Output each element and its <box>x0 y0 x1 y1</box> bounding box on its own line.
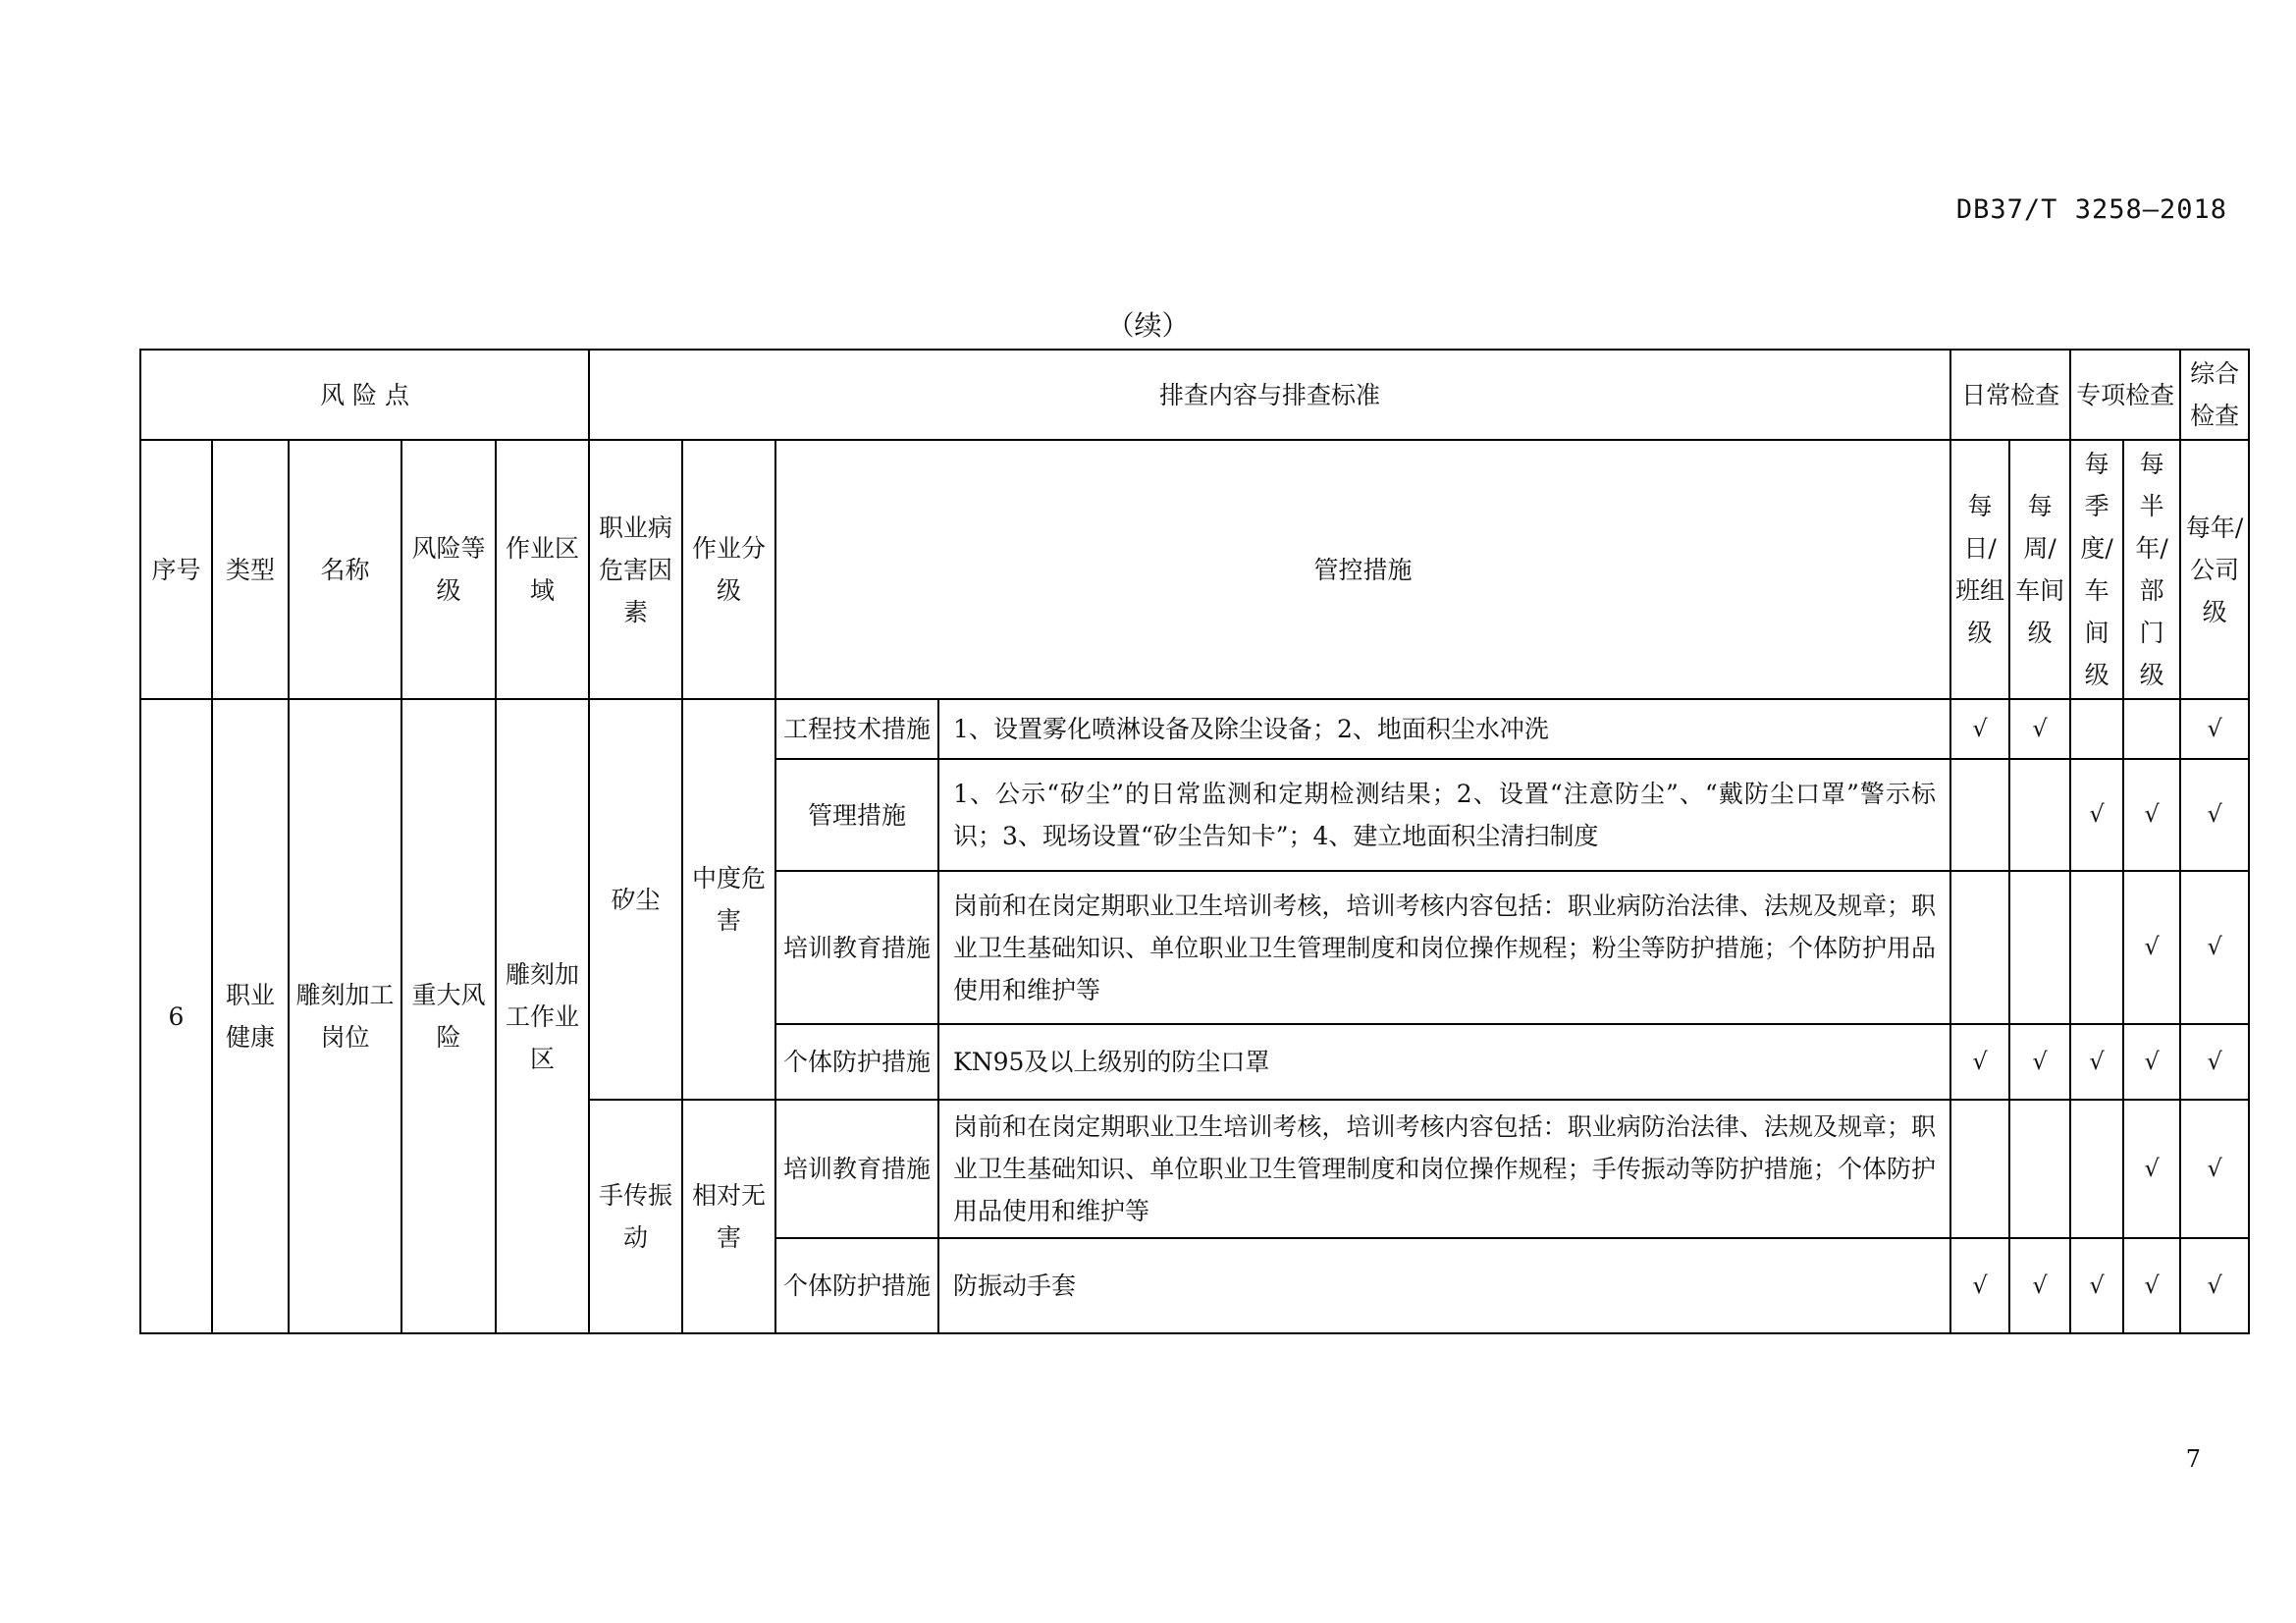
check-mark <box>2009 871 2070 1024</box>
check-mark: √ <box>2123 871 2180 1024</box>
check-mark <box>1950 871 2009 1024</box>
hazard-grade-cell: 中度危害 <box>682 699 775 1100</box>
yearly-header: 每年/公司级 <box>2180 440 2249 699</box>
check-mark <box>2070 699 2123 759</box>
check-mark <box>1950 1100 2009 1238</box>
measure-content-cell: KN95及以上级别的防尘口罩 <box>938 1024 1950 1100</box>
measure-content-cell: 岗前和在岗定期职业卫生培训考核，培训考核内容包括：职业病防治法律、法规及规章；职业卫生基础知识、单位职业卫生管理制度和岗位操作规程；手传振动等防护措施；个体防护用品使用和维护等 <box>938 1100 1950 1238</box>
daily-check-header: 日常检查 <box>1950 350 2070 440</box>
hazard-grade-cell: 相对无害 <box>682 1100 775 1333</box>
daily-shift-header: 每日/班组级 <box>1950 440 2009 699</box>
entry-risk-level-cell: 重大风险 <box>401 699 496 1333</box>
hazard-factor-cell: 手传振动 <box>589 1100 682 1333</box>
table-column-header-row <box>140 440 2249 699</box>
measure-category-cell: 工程技术措施 <box>775 699 938 759</box>
half-year-header: 每半年/部门级 <box>2123 440 2180 699</box>
weekly-header: 每周/车间级 <box>2009 440 2070 699</box>
table-caption-continued: （续） <box>1106 309 1190 342</box>
measure-category-cell: 个体防护措施 <box>775 1238 938 1333</box>
check-mark: √ <box>2180 699 2249 759</box>
seq-header: 序号 <box>140 440 212 699</box>
comprehensive-check-header: 综合检查 <box>2180 350 2249 440</box>
inspection-content-header: 排查内容与排查标准 <box>589 350 1950 440</box>
check-mark <box>2123 699 2180 759</box>
check-mark <box>2070 1100 2123 1238</box>
check-mark: √ <box>2009 1024 2070 1100</box>
check-mark: √ <box>2070 1024 2123 1100</box>
quarterly-header: 每季度/车间级 <box>2070 440 2123 699</box>
risk-point-header: 风 险 点 <box>140 350 589 440</box>
hazard-factor-cell: 矽尘 <box>589 699 682 1100</box>
check-mark <box>1950 759 2009 871</box>
check-mark: √ <box>2070 759 2123 871</box>
control-measures-header: 管控措施 <box>775 440 1950 699</box>
check-mark: √ <box>2180 871 2249 1024</box>
measure-content-cell: 1、设置雾化喷淋设备及除尘设备；2、地面积尘水冲洗 <box>938 699 1950 759</box>
check-mark: √ <box>2009 1238 2070 1333</box>
risk-level-header: 风险等级 <box>401 440 496 699</box>
page-number: 7 <box>2185 1445 2201 1473</box>
measure-category-cell: 培训教育措施 <box>775 1100 938 1238</box>
check-mark: √ <box>2123 1100 2180 1238</box>
risk-inspection-table <box>139 349 2250 1334</box>
measure-content-cell: 岗前和在岗定期职业卫生培训考核，培训考核内容包括：职业病防治法律、法规及规章；职业卫生基础知识、单位职业卫生管理制度和岗位操作规程；粉尘等防护措施；个体防护用品使用和维护等 <box>938 871 1950 1024</box>
measure-content-cell: 防振动手套 <box>938 1238 1950 1333</box>
document-standard-number: DB37/T 3258—2018 <box>1955 194 2227 225</box>
type-header: 类型 <box>212 440 289 699</box>
check-mark: √ <box>2123 1024 2180 1100</box>
check-mark: √ <box>2123 759 2180 871</box>
measure-category-cell: 培训教育措施 <box>775 871 938 1024</box>
check-mark: √ <box>1950 1024 2009 1100</box>
check-mark: √ <box>2180 759 2249 871</box>
hazard-header: 职业病危害因素 <box>589 440 682 699</box>
table-row <box>140 699 2249 759</box>
check-mark: √ <box>1950 1238 2009 1333</box>
entry-work-area-cell: 雕刻加工作业区 <box>496 699 589 1333</box>
measure-category-cell: 管理措施 <box>775 759 938 871</box>
name-header: 名称 <box>289 440 401 699</box>
entry-seq-cell: 6 <box>140 699 212 1333</box>
check-mark: √ <box>1950 699 2009 759</box>
check-mark: √ <box>2180 1238 2249 1333</box>
check-mark <box>2070 871 2123 1024</box>
work-area-header: 作业区域 <box>496 440 589 699</box>
check-mark <box>2009 1100 2070 1238</box>
check-mark: √ <box>2070 1238 2123 1333</box>
table-group-header-row <box>140 350 2249 440</box>
check-mark: √ <box>2009 699 2070 759</box>
check-mark: √ <box>2180 1100 2249 1238</box>
check-mark <box>2009 759 2070 871</box>
grade-header: 作业分级 <box>682 440 775 699</box>
measure-content-cell: 1、公示“矽尘”的日常监测和定期检测结果；2、设置“注意防尘”、“戴防尘口罩”警示标识；3、现场设置“矽尘告知卡”；4、建立地面积尘清扫制度 <box>938 759 1950 871</box>
special-check-header: 专项检查 <box>2070 350 2180 440</box>
check-mark: √ <box>2180 1024 2249 1100</box>
check-mark: √ <box>2123 1238 2180 1333</box>
entry-name-cell: 雕刻加工岗位 <box>289 699 401 1333</box>
measure-category-cell: 个体防护措施 <box>775 1024 938 1100</box>
entry-type-cell: 职业健康 <box>212 699 289 1333</box>
